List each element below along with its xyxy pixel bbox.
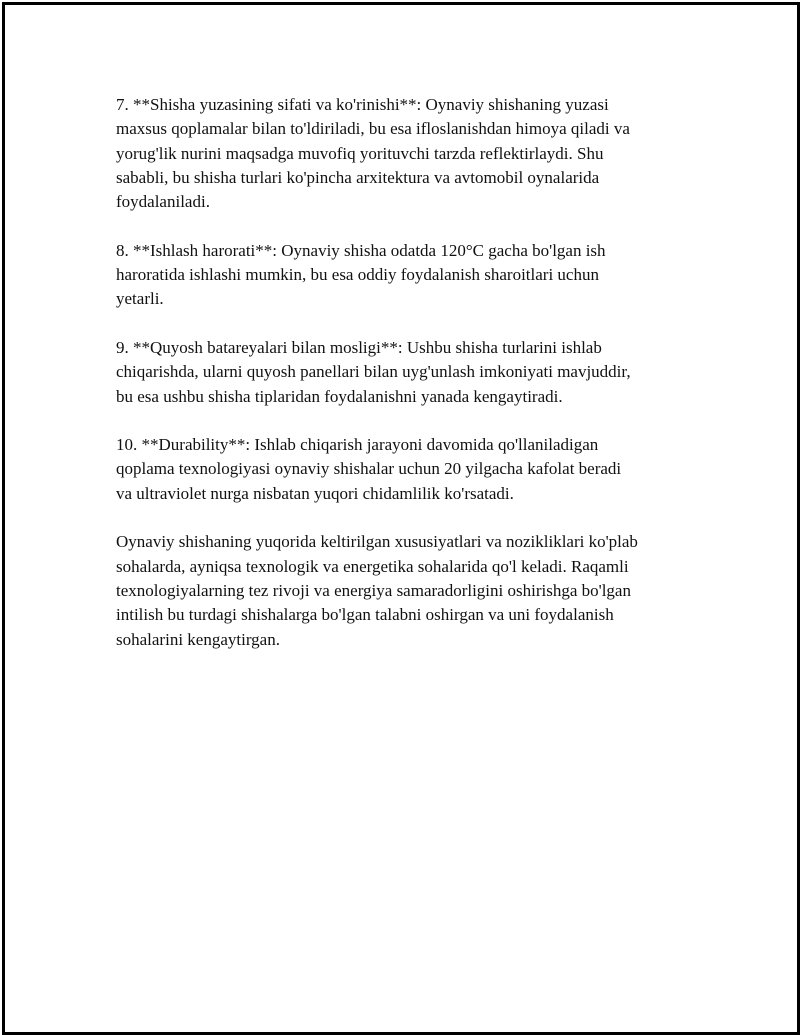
text-line: maxsus qoplamalar bilan to'ldiriladi, bu esa ifloslanishdan himoya qiladi va xyxy=(116,119,630,139)
text-line: qoplama texnologiyasi oynaviy shishalar uchun 20 yilgacha kafolat beradi xyxy=(116,459,622,479)
text-line: haroratida ishlashi mumkin, bu esa oddiy foydalanish sharoitlari uchun xyxy=(116,265,599,285)
text-line: sababli, bu shisha turlari ko'pincha arxitektura va avtomobil oynalarida xyxy=(116,167,600,187)
text-line: chiqarishda, ularni quyosh panellari bilan uyg'unlash imkoniyati mavjuddir, xyxy=(116,362,631,382)
text-line: intilish bu turdagi shishalarga bo'lgan talabni oshirgan va uni foydalanish xyxy=(116,605,614,625)
text-line: Oynaviy shishaning yuqorida keltirilgan xususiyatlari va nozikliklari ko'plab xyxy=(116,532,638,552)
text-line: va ultraviolet nurga nisbatan yuqori chidamlilik ko'rsatadi. xyxy=(116,483,514,503)
text-line: 9. **Quyosh batareyalari bilan mosligi**: Ushbu shisha turlarini ishlab xyxy=(116,337,602,357)
text-line: texnologiyalarning tez rivoji va energiya samaradorligini oshirishga bo'lgan xyxy=(116,580,631,600)
paragraph-conclusion xyxy=(116,530,688,651)
document-body xyxy=(116,93,688,676)
text-line: 8. **Ishlash harorati**: Oynaviy shisha odatda 120°C gacha bo'lgan ish xyxy=(116,240,606,260)
paragraph-item-10 xyxy=(116,433,688,506)
paragraph-item-8 xyxy=(116,239,688,312)
paragraph-item-7 xyxy=(116,93,688,214)
text-line: sohalarda, ayniqsa texnologik va energetika sohalarida qo'l keladi. Raqamli xyxy=(116,556,629,576)
text-line: 10. **Durability**: Ishlab chiqarish jarayoni davomida qo'llaniladigan xyxy=(116,435,599,455)
paragraph-item-9 xyxy=(116,336,688,409)
text-line: yetarli. xyxy=(116,289,164,309)
text-line: yorug'lik nurini maqsadga muvofiq yorituvchi tarzda reflektirlaydi. Shu xyxy=(116,143,604,163)
text-line: bu esa ushbu shisha tiplaridan foydalanishni yanada kengaytiradi. xyxy=(116,386,563,406)
text-line: 7. **Shisha yuzasining sifati va ko'rinishi**: Oynaviy shishaning yuzasi xyxy=(116,95,609,114)
text-line: foydalaniladi. xyxy=(116,192,210,212)
text-line: sohalarini kengaytirgan. xyxy=(116,629,280,649)
